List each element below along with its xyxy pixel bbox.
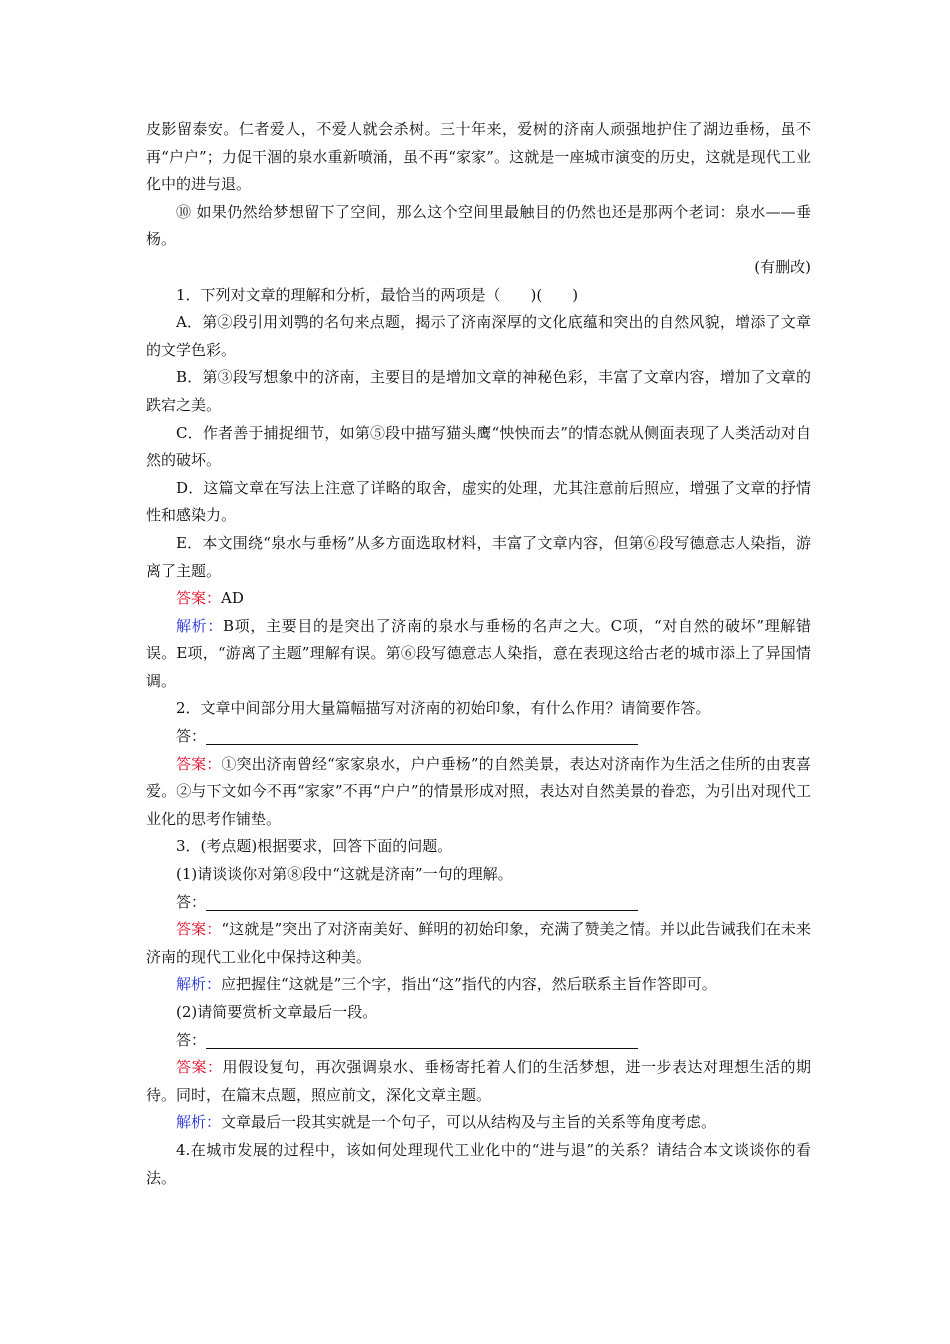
reply-label: 答： (176, 1030, 207, 1049)
answer-label: 答案： (176, 1058, 223, 1077)
question-1-answer (146, 585, 811, 613)
analysis-label: 解析： (176, 616, 223, 635)
answer-text: “这就是”突出了对济南美好、鲜明的初始印象，充满了赞美之情。并以此告诫我们在未来济南的现代工业化中保持这种美。 (146, 920, 811, 966)
question-2-answer (146, 751, 811, 834)
answer-blank[interactable] (206, 892, 638, 911)
answer-text: AD (221, 589, 244, 608)
option-d: D．这篇文章在写法上注意了详略的取舍，虚实的处理，尤其注意前后照应，增强了文章的抒情性和感染力。 (146, 478, 811, 525)
document-body (146, 116, 811, 1192)
analysis-text: 应把握住“这就是”三个字，指出“这”指代的内容，然后联系主旨作答即可。 (221, 975, 717, 994)
source-note: (有删改) (754, 257, 811, 276)
question-4-stem: 4.在城市发展的过程中，该如何处理现代工业化中的“进与退”的关系？请结合本文谈谈你的看法。 (146, 1140, 811, 1187)
analysis-text: 文章最后一段其实就是一个句子，可以从结构及与主旨的关系等角度考虑。 (221, 1113, 717, 1132)
option-a: A．第②段引用刘鹗的名句来点题，揭示了济南深厚的文化底蕴和突出的自然风貌，增添了文章的文学色彩。 (146, 313, 811, 359)
answer-blank[interactable] (206, 726, 638, 745)
answer-text: 用假设复句，再次强调泉水、垂杨寄托着人们的生活梦想，进一步表达对理想生活的期待。同时，在篇末点题，照应前文，深化文章主题。 (146, 1058, 811, 1104)
question-3-2-answer-line (146, 1027, 811, 1055)
question-3-stem: 3．(考点题)根据要求，回答下面的问题。 (176, 837, 453, 856)
question-3-2-analysis (146, 1109, 811, 1137)
analysis-text: B项，主要目的是突出了济南的泉水与垂杨的名声之大。C项，“对自然的破坏”理解错误。E项，“游离了主题”理解有误。第⑥段写德意志人染指，意在表现这给古老的城市添上了异国情调。 (146, 616, 811, 690)
option-b: B．第③段写想象中的济南，主要目的是增加文章的神秘色彩，丰富了文章内容，增加了文章的跌宕之美。 (146, 368, 811, 414)
answer-label: 答案： (176, 589, 222, 608)
question-3-1-stem: (1)请谈谈你对第⑧段中“这就是济南”一句的理解。 (176, 865, 513, 884)
reply-label: 答： (176, 727, 207, 746)
answer-label: 答案： (176, 754, 222, 773)
analysis-label: 解析： (176, 1113, 222, 1132)
question-2-answer-line (146, 723, 811, 751)
question-1-stem: 1．下列对文章的理解和分析，最恰当的两项是（ )( ) (176, 285, 579, 304)
option-e: E．本文围绕“泉水与垂杨”从多方面选取材料，丰富了文章内容，但第⑥段写德意志人染指，游离了主题。 (146, 533, 811, 580)
option-c: C．作者善于捕捉细节，如第⑤段中描写猫头鹰“怏怏而去”的情态就从侧面表现了人类活动对自然的破坏。 (146, 423, 811, 470)
question-3-2-answer (146, 1054, 811, 1109)
passage-paragraph-9: 皮影留泰安。仁者爱人，不爱人就会杀树。三十年来，爱树的济南人顽强地护住了湖边垂杨，虽不再“户户”；力促干涸的泉水重新喷涌，虽不再“家家”。这就是一座城市演变的历史，这就是现代工业化中的进与退。 (146, 120, 811, 194)
question-3-1-answer-line (146, 889, 811, 917)
answer-label: 答案： (176, 920, 222, 939)
question-1-analysis (146, 613, 811, 696)
answer-text: ①突出济南曾经“家家泉水，户户垂杨”的自然美景，表达对济南作为生活之佳所的由衷喜爱。②与下文如今不再“家家”不再“户户”的情景形成对照，表达对自然美景的眷恋，为引出对现代工业化的思考作铺垫。 (146, 754, 811, 828)
question-3-2-stem: (2)请简要赏析文章最后一段。 (176, 1003, 378, 1021)
question-2-stem: 2．文章中间部分用大量篇幅描写对济南的初始印象，有什么作用？请简要作答。 (176, 699, 711, 718)
analysis-label: 解析： (176, 975, 222, 994)
question-3-1-answer (146, 916, 811, 971)
reply-label: 答： (176, 892, 207, 911)
passage-paragraph-10: ⑩ 如果仍然给梦想留下了空间，那么这个空间里最触目的仍然也还是那两个老词：泉水——垂杨。 (146, 202, 811, 249)
answer-blank[interactable] (206, 1030, 638, 1049)
question-3-1-analysis (146, 971, 811, 999)
